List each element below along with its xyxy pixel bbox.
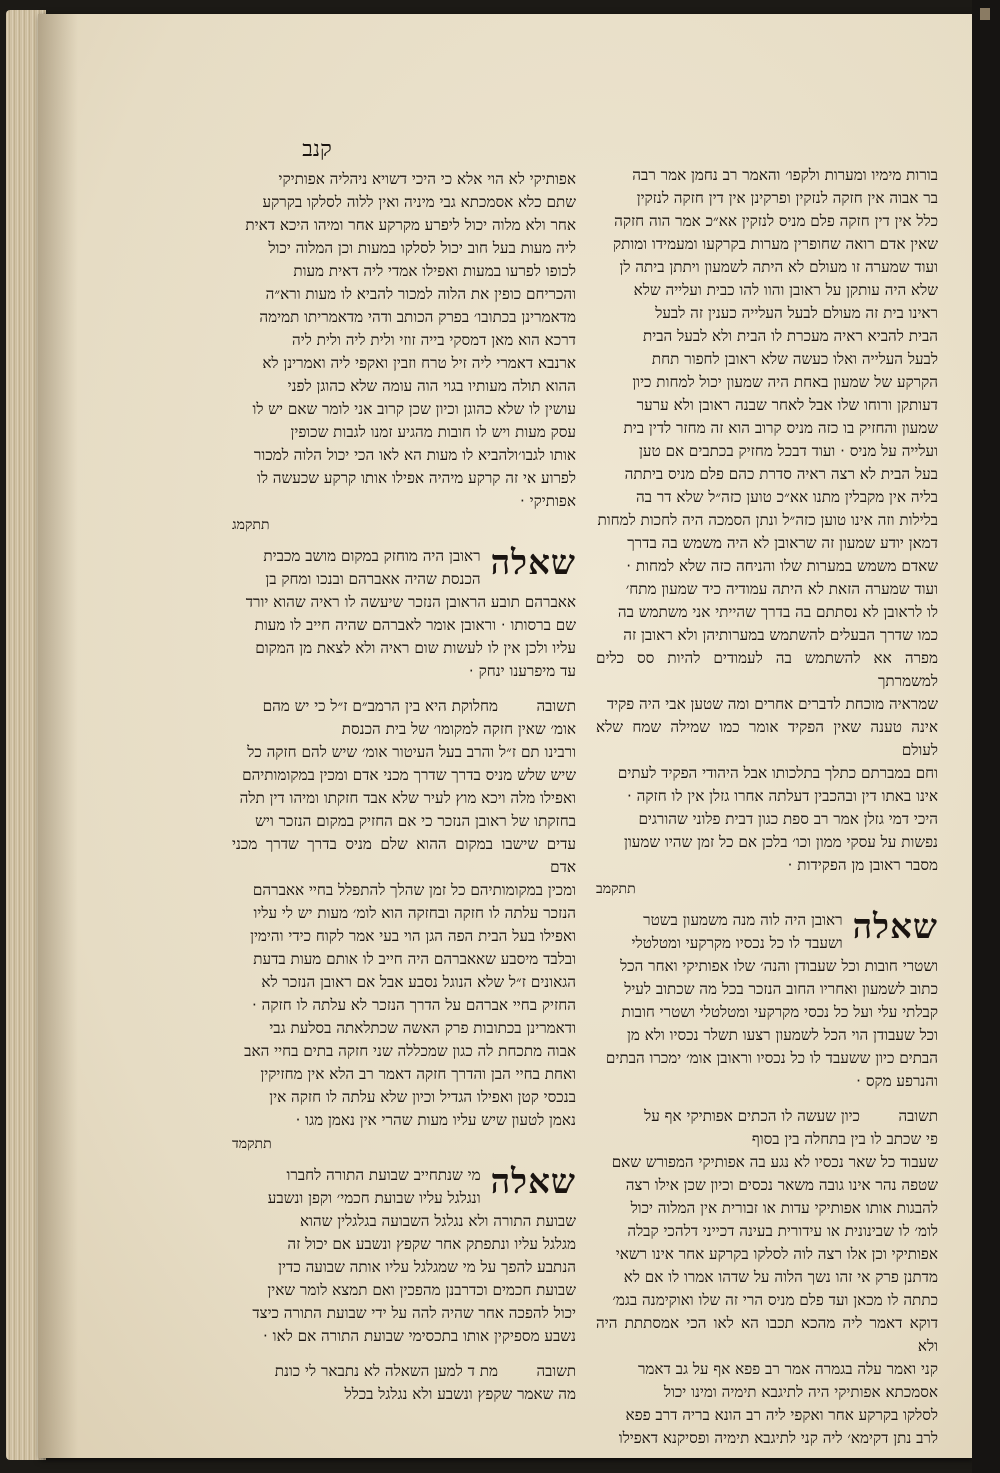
text-line: אסמכתא אפותיקי היה לתיגבא תימיה ומינו יכול bbox=[663, 1383, 938, 1401]
text-line: ראובן היה לוה מנה משמעון בשטר bbox=[643, 911, 843, 929]
text-line: ושעבד לו כל נכסיו מקרקעי ומטלטלי bbox=[631, 934, 843, 952]
text-line: דמאן יודע שמעון זה שראובן לא היה משמש בה בדרך bbox=[627, 534, 938, 552]
text-line: אינה טענה שאין הפקיד אומר כמו שמילה שמח שלא לעולם bbox=[596, 718, 938, 759]
text-line: בנכסי קטן ואפילו הגדיל וכיון שלא עלתה לו חזקה אין bbox=[269, 1088, 576, 1106]
text-line: אפותיקי וכן אלו רצה לוה לסלקו בקרקע אחר אינו רשאי bbox=[615, 1245, 938, 1263]
text-line: כמו שדרך הבעלים להשתמש במערותיהן ולא ראובן זה bbox=[623, 626, 938, 644]
text-line: לכופו לפרעו במעות ואפילו אמדי ליה דאית מעות bbox=[293, 262, 576, 280]
text-line: אחר ולא מלוה יכול ליפרע מקרקע אחר ומיהו היכא דאית bbox=[245, 216, 576, 234]
text-line: דרכא הוא מאן דמסקי בייה זוזי ולית ליה ולית ליה bbox=[291, 331, 576, 349]
text-line: קבלתי עלי ועל כל נכסי מקרקעי ומטלטלי ושטרי חובות bbox=[621, 1003, 938, 1021]
text-line: אפותיקי ‧ bbox=[520, 492, 576, 510]
text-line: שמעון והחזיק בו כזה מניס קרוב הוא זה מחזר לדין בית bbox=[623, 419, 938, 437]
right-block1 bbox=[596, 164, 938, 877]
text-line: שלא היה עותקן על ראובן והוו להו כבית ועלייה שלא bbox=[633, 281, 938, 299]
answer-section bbox=[596, 1105, 938, 1450]
text-line: להבגות אותו אפותיקי עדות או זבורית אין המלוה יכול bbox=[630, 1199, 938, 1217]
text-line: לומ׳ לו שבינונית או עידורית בעינה דכייני דלהכי קבלה bbox=[627, 1222, 938, 1240]
text-line: עסק מעות ויש לו חובות מהגיע זמנו לגבות שכופין bbox=[290, 423, 576, 441]
text-line: שטפה נהר אינו גובה משאר נכסים וכיון שכן אילו רצה bbox=[625, 1176, 938, 1194]
text-line: בר אבוה אין חזקה לנזקין ופרקינן אין דין חזקה לנזקין bbox=[636, 189, 938, 207]
text-line: נפשות על עסקי ממון וכו׳ בלכן אם כל זמן שהיו שמעון bbox=[624, 833, 938, 851]
text-line: הבתים כיון ששעבד לו כל נכסיו וראובן אומ׳ ימכרו הבתים bbox=[605, 1049, 938, 1067]
text-line: אבוה מתכחת לה כגון שמכללה שני חזקה בתים בחיי האב bbox=[244, 1042, 576, 1060]
text-line: מי שנתחייב שבועת התורה לחברו bbox=[286, 1166, 481, 1184]
text-line: אינו באתו דין ובהכבין דעלתה אחרו גזלן אין לו חזקה ‧ bbox=[626, 787, 938, 805]
text-line: עושין לו שלא כהוגן וכיון שכן קרוב אני לומר שאם יש לו bbox=[252, 400, 576, 418]
text-line: ונגלגל עליו שבועת חכמי׳ וקפן ונשבע bbox=[267, 1189, 481, 1207]
text-line: עד מיפרענו ינחק ‧ bbox=[468, 662, 576, 680]
text-line: בורות מימיו ומערות ולקפו׳ והאמר רב נחמן אמר רבה bbox=[632, 166, 938, 184]
text-line: קני ואמר עלה בגמרה אמר רב פפא אף על גב דאמר bbox=[637, 1360, 938, 1378]
text-line: אפותיקי לא הוי אלא כי היכי דשויא ניהליה אפותיקי bbox=[278, 170, 576, 188]
text-line: מדתנן פרק אי זהו נשך הלוה על שדהו אמרו לו אם לא bbox=[623, 1268, 938, 1286]
text-line: כלל אין דין חזקה פלם מניס לנזקין אא״כ אמר הוה חזקה bbox=[614, 212, 938, 230]
text-line: כתתה לו מכאן ועד פלם מניס הרי זה שלו ואוקימנה בגמ׳ bbox=[612, 1291, 938, 1309]
text-line: כיון שעשה לו הכתים אפותיקי אף על bbox=[644, 1107, 860, 1125]
text-line: לרב נתן דקימא׳ ליה קני לתיגבא תימיה ופסיקנא דאפילו bbox=[618, 1429, 938, 1447]
text-line: שם ברסותו ‧ וראובן אומר לאברהם שהיה חייב לו מעות bbox=[254, 616, 576, 634]
text-line: ושטרי חובות וכל שעבודן והנה׳ שלו אפותיקי ואחר הכל bbox=[620, 957, 938, 975]
text-line: ואפילו בעל הבית הפה הגן הוי בעי אמר לקוח כידי והימין bbox=[250, 927, 576, 945]
catchword: תתקמג bbox=[232, 517, 270, 533]
question-section-2 bbox=[232, 1164, 576, 1406]
question-heading: שאלה bbox=[852, 907, 938, 947]
text-line: אותו לגבו׳ולהביא לו מעות הא לאו הכי יכול הלוה למכור bbox=[253, 446, 576, 464]
folio-number: קנב bbox=[302, 137, 332, 162]
text-line: מגלגל עליו ונתפתק אחר שקפץ ונשבע אם יכול זה bbox=[287, 1235, 576, 1253]
text-line: דוקא דאמר ליה מהכא תכבו הא לאו הכי אמסתתת היה ולא bbox=[596, 1314, 938, 1355]
text-line: שבועת התורה ולא נגלגל השבועה בגלגלין שהוא bbox=[299, 1212, 576, 1230]
text-line: והנרפע מקס ‧ bbox=[856, 1072, 938, 1090]
text-line: עדים שישבו במקום ההוא שלם מניס בדרך שדרך מכני אדם bbox=[232, 835, 576, 876]
text-line: ראובן היה מוחזק במקום מושב מכבית bbox=[263, 547, 481, 565]
text-line: ובלבד מיסבע שאאברהם היה חייב לו אותם מעות בדעת bbox=[253, 950, 576, 968]
text-line: לסלקו בקרקע אחר ואקפי ליה רב הונא בריה דרב פפא bbox=[625, 1406, 938, 1424]
text-line: אאברהם תובע הראובן הנזכר שיעשה לו ראיה שהוא יורד bbox=[245, 593, 576, 611]
text-line: בעל הבית לא רצה ראיה סדרת כהם פלם מניס ביתתה bbox=[624, 465, 938, 483]
text-line: נשבע מספיקין אותו בתכסימי שבועת התורה אם לאו ‧ bbox=[263, 1327, 576, 1345]
text-line: הבית להביא ראיה מעכרת לו הבית ולא לבעל הבית bbox=[642, 327, 938, 345]
text-line: ראינו בית זה מעולם לבעל העלייה כענין זה לבעל bbox=[655, 304, 938, 322]
text-line: דעותקן ורוחו שלו אבל לאחר שבנה ראובן ולא ערער bbox=[636, 396, 938, 414]
text-line: ואחת בחיי הבן והדרך חזקה דאמר רב הלא אין מחזיקין bbox=[260, 1065, 576, 1083]
text-line: שמראיה מוכחת לדברים אחרים ומה שטען אבי היה פקיד bbox=[606, 695, 938, 713]
text-line: שעבוד כל שאר נכסיו לא נגע בה אפותיקי המפורש שאם bbox=[611, 1153, 938, 1171]
catchword: תתקמב bbox=[596, 881, 636, 897]
text-line: בחזקתו של ראובן הנזכר כי אם החזיק במקום הנזכר ויש bbox=[255, 812, 576, 830]
text-line: מסבר ראובן מן הפקידות ‧ bbox=[787, 856, 938, 874]
text-line: בלילות וזה אינו טוען כזה״ל ונתן הסמכה היה לחכות למחות bbox=[597, 511, 938, 529]
text-line: יכול להפכה אחר שהיה להה על ידי שבועת התורה כיצד bbox=[252, 1304, 576, 1322]
text-line: ועוד שמערה זו מעולם לא היתה לשמעון ויתתן ביתה לן bbox=[619, 258, 938, 276]
text-line: הקרקע של שמעון באחת היה שמעון יכול למחות כיון bbox=[632, 373, 938, 391]
text-line: עליו ולכן אין לו לעשות שום ראיה ולא לצאת מן המקום bbox=[255, 639, 576, 657]
text-line: הכנסת שהיה אאברהם ובנכו ומחק בן bbox=[265, 570, 481, 588]
text-line: ורבינו תם ז״ל והרב בעל העיטור אומ׳ שיש להם חזקה כל bbox=[247, 743, 576, 761]
text-line: ארנבא דאמרי ליה זיל טרח וזבין ואקפי ליה ואמרינן לא bbox=[262, 354, 576, 372]
text-line: ומכין במקומותיהם כל זמן שהלך להתפלל בחיי אאברהם bbox=[252, 881, 576, 899]
left-column bbox=[232, 168, 576, 1406]
text-line: ועוד שמערה הזאת לא היתה עמודיה כיד שמעון מתח׳ bbox=[625, 580, 938, 598]
text-line: לו לראובן לא נסתתם בה בדרך שהייתי אני משתמש בה bbox=[617, 603, 938, 621]
text-line: ודאמרינן בכתובות פרק האשה שכתלאתה בסלעת גבי bbox=[269, 1019, 576, 1037]
text-line: וחם במברתם כתלך בתלכותו אבל היהודי הפקיד לעתים bbox=[617, 764, 938, 782]
text-line: נאמן לטעון שיש עליו מעות שהרי אין נאמן מגו ‧ bbox=[295, 1111, 576, 1129]
text-line: והכריחם כופין את הלוה למכור להביא לו מעות ורא״ה bbox=[265, 285, 576, 303]
text-line: מה שאמר שקפץ ונשבע ולא נגלגל בכלל bbox=[344, 1385, 576, 1403]
text-line: ההוא תולה מעותיו בגוי הוה עומה שלא כהוגן לפני bbox=[287, 377, 576, 395]
question-section bbox=[232, 545, 576, 1156]
text-line: ליה מעות בעל חוב יכול לסלקו במעות וכן המלוה יכול bbox=[268, 239, 576, 257]
answer-label: תשובה bbox=[898, 1107, 938, 1125]
question-heading: שאלה bbox=[490, 543, 576, 583]
catchword: תתקמד bbox=[232, 1136, 272, 1152]
text-line: הנזכר עלתה לו חזקה ובחזקה הוא לומ׳ מעות יש לי עליו bbox=[253, 904, 576, 922]
text-line: בליה אין מקבלין מתנו אא״כ טוען כזה״ל שלא דר בה bbox=[635, 488, 938, 506]
answer-label: תשובה bbox=[536, 697, 576, 715]
tab-marker bbox=[980, 8, 990, 20]
text-line: מדאמרינן בכתובו׳ בפרק הכותב ודהי מדאמריתו תמימה bbox=[259, 308, 576, 326]
text-line: מת ד למען השאלה לא נתבאר לי כונת bbox=[274, 1362, 498, 1380]
question-heading: שאלה bbox=[490, 1162, 576, 1202]
answer-label: תשובה bbox=[536, 1362, 576, 1380]
text-line: מחלוקת היא בין הרמב״ם ז״ל כי יש מהם bbox=[262, 697, 498, 715]
text-line: לפרוע אי זה קרקע מיהיה אפילו אותו קרקע שכעשה לו bbox=[256, 469, 576, 487]
text-line: שאין אדם רואה שחופרין מערות בקרקעו ומעמידו ומותק bbox=[612, 235, 938, 253]
answer-section bbox=[232, 695, 576, 1132]
text-line: שיש שלש מניס בדרך שדרך מכני אדם ומכין במקומותיהם bbox=[242, 766, 576, 784]
left-block1 bbox=[232, 168, 576, 513]
text-line: אומ׳ שאין חזקה למקומו׳ של בית הכנסת bbox=[341, 720, 576, 738]
answer-text bbox=[596, 1105, 938, 1450]
text-line: שבועת חכמים וכדרבנן מהפכין ואם תמצא לומר שאין bbox=[267, 1281, 576, 1299]
answer-text bbox=[232, 695, 576, 1132]
text-line: מפרה אא להשתמש בה לעמודים להיות סס כלים למשמרתך bbox=[596, 649, 938, 690]
text-line: שאדם משמש במערות שלו והניחה כזה שלא למחות ‧ bbox=[626, 557, 938, 575]
text-line: ועלייה על מניס ‧ ועוד דבכל מחזיק בכתבים אם טען bbox=[639, 442, 938, 460]
text-line: פי שכתב לו בין בתחלה בין בסוף bbox=[751, 1130, 938, 1148]
background-strip bbox=[972, 0, 1000, 1473]
right-column bbox=[596, 164, 938, 1450]
spine-shadow bbox=[38, 14, 78, 1458]
text-line: הגאונים ז״ל שלא הנוגל נסבע אבל אם ראובן הנזכר לא bbox=[261, 973, 576, 991]
text-line: ואפילו מלה ויכא מוץ לעיר שלא אבד חזקתו ומיהו דין תלה bbox=[239, 789, 576, 807]
text-line: הנתבע להפך על מי שמגלגל עליו אותה שבועה כדין bbox=[278, 1258, 576, 1276]
question-section bbox=[596, 909, 938, 1450]
text-line: וכל שעבודן הוי הכל לשמעון רצעו תשלר נכסיו ולא מן bbox=[627, 1026, 938, 1044]
text-line: שתם כלא אסמכתא גבי מיניה ואין ללוה לסלקו בקרקע bbox=[262, 193, 576, 211]
text-line: היכי דמי גזלן אמר רב ספת כגון דבית פלוני שהורגים bbox=[638, 810, 938, 828]
text-line: החזיק בחיי אברהם על הדרך הנזכר לא עלתה לו חזקה ‧ bbox=[252, 996, 576, 1014]
text-line: לבעל העלייה ואלו כעשה שלא ראובן לחפור תחת bbox=[651, 350, 938, 368]
answer-section bbox=[232, 1360, 576, 1406]
text-line: כתוב לשמעון ואחריו החוב הנזכר בכל מה שכתוב לעיל bbox=[624, 980, 938, 998]
